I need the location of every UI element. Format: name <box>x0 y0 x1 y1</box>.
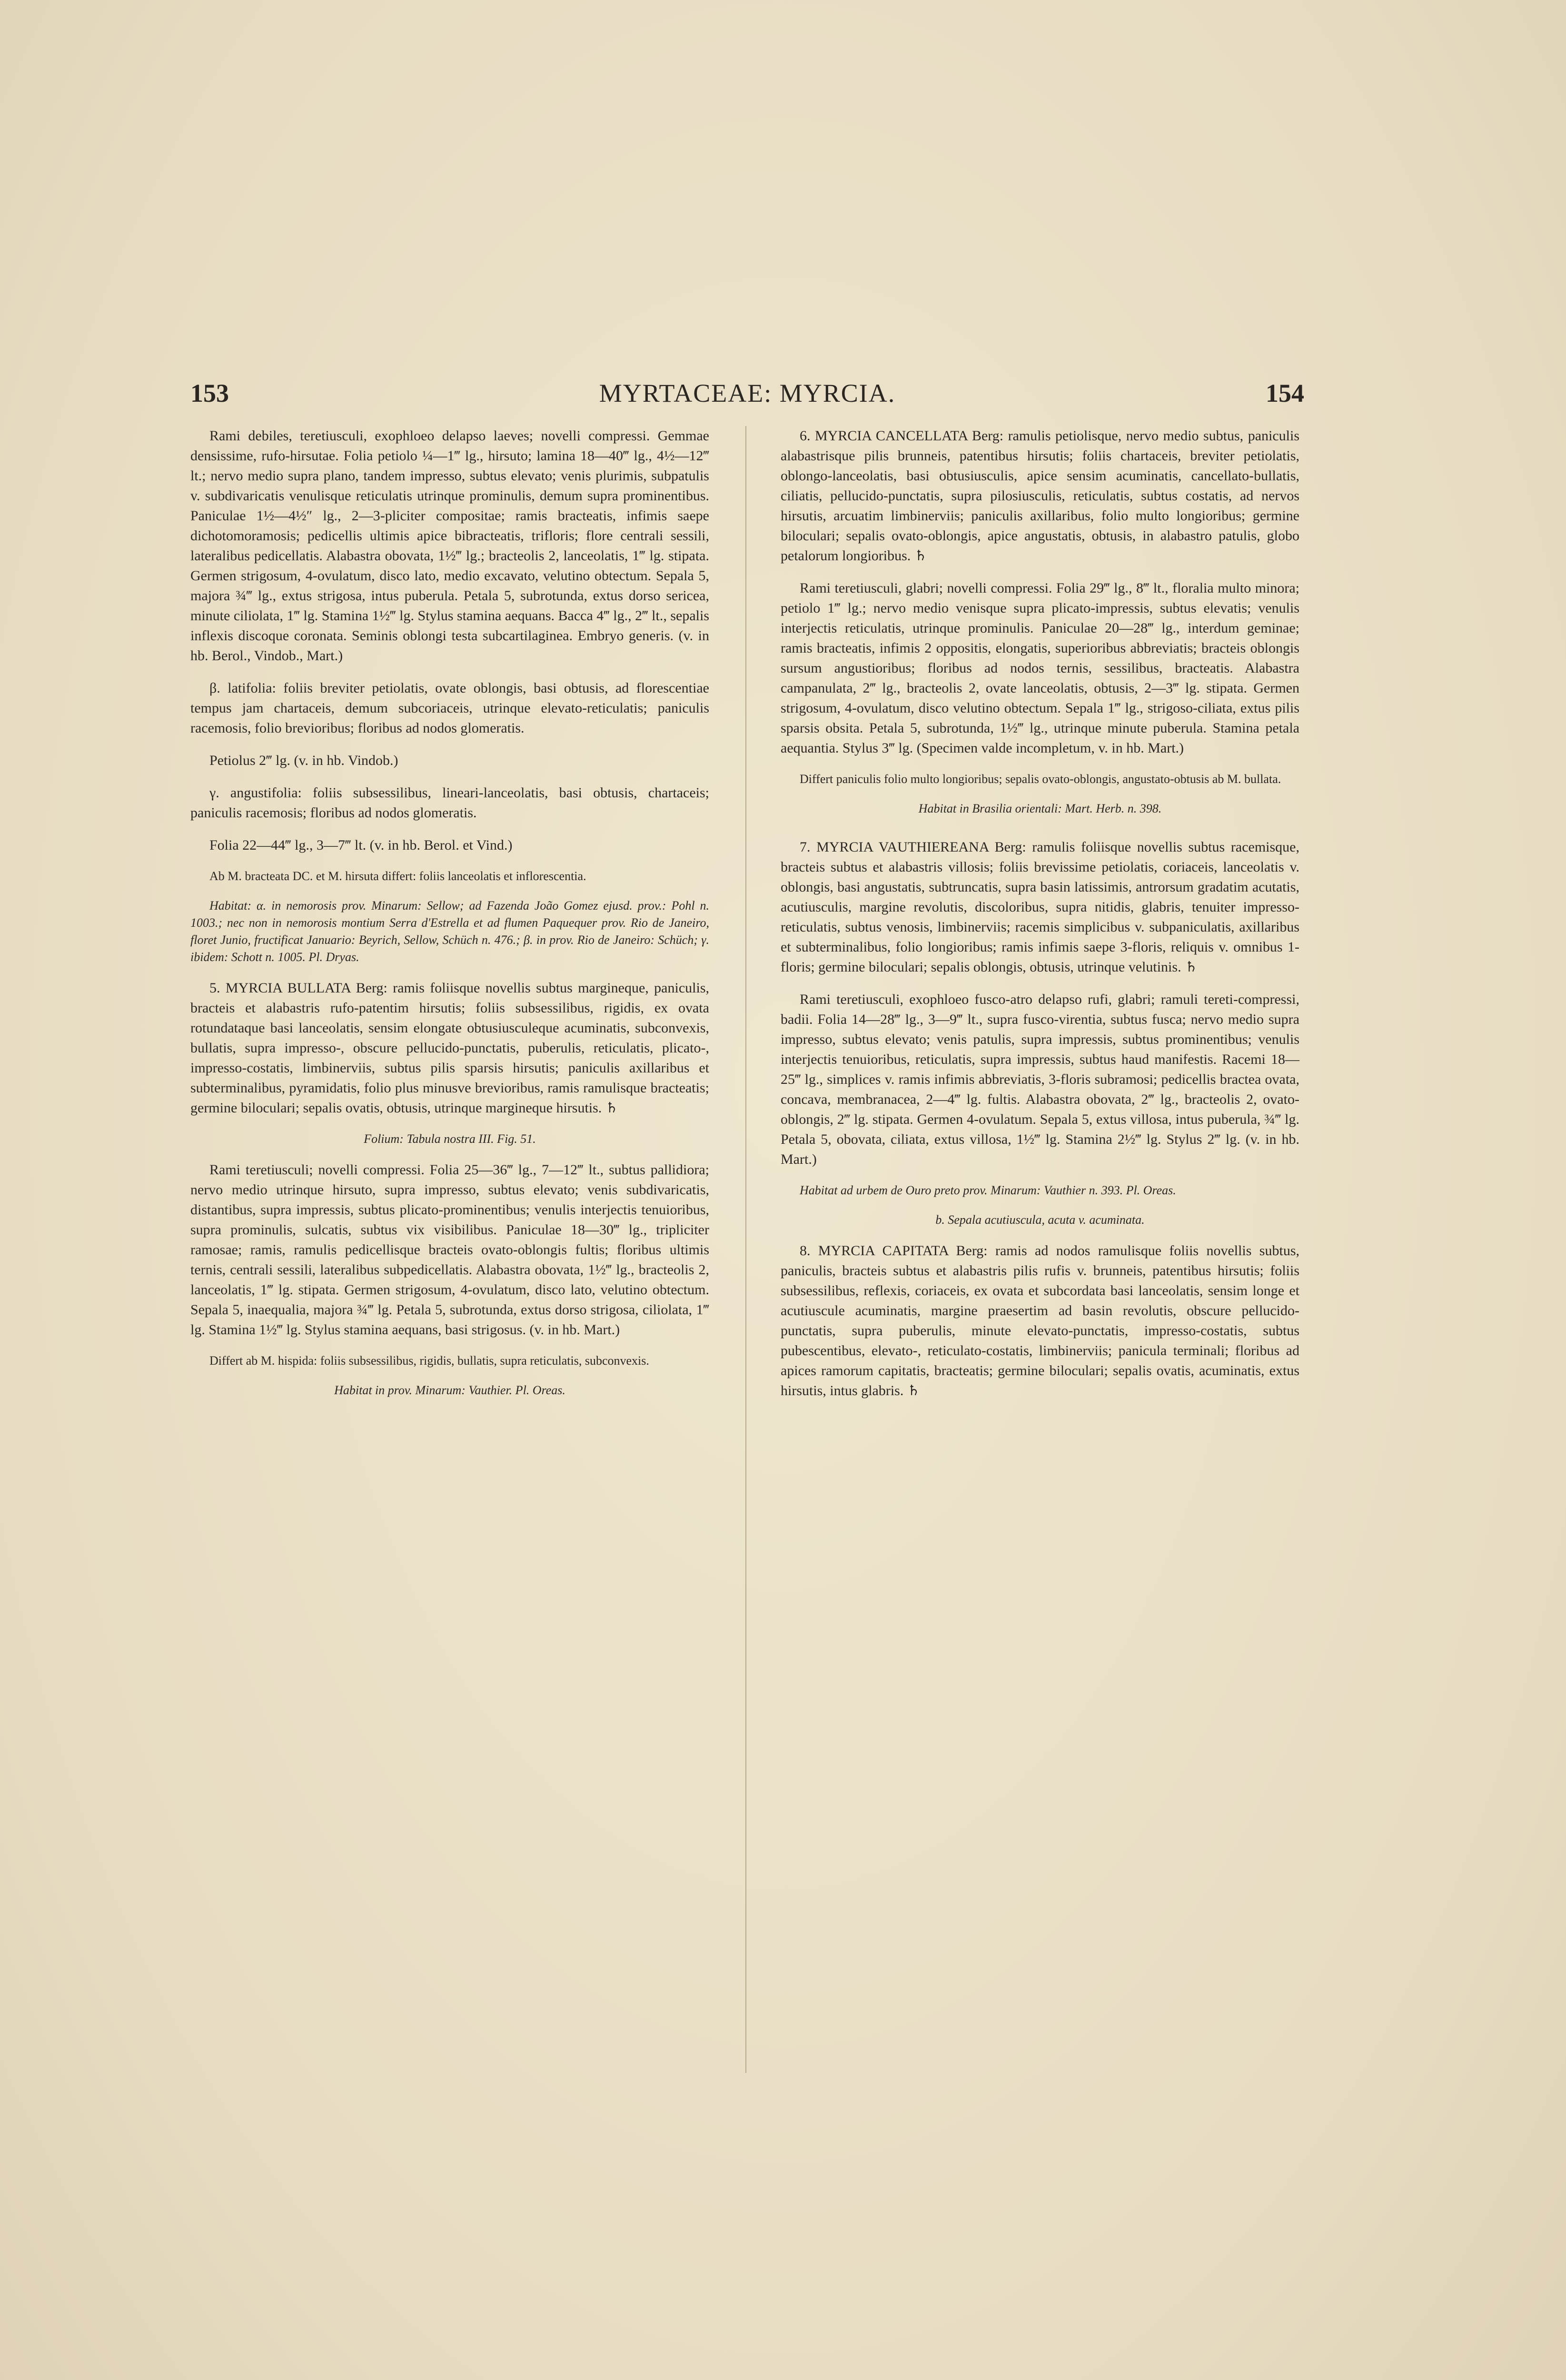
page-number-left: 153 <box>190 379 229 407</box>
paragraph: β. latifolia: foliis breviter petiolatis, ovate oblongis, basi obtusis, ad florescentiae tempus jam chartaceis, demum subcoriaceis, utrinque elevato-reticulatis; paniculis racemosis, folio brevioribus; floribus ad nodos glomeratis. <box>190 680 709 736</box>
note: Differt paniculis folio multo longioribus; sepalis ovato-oblongis, angustato-obtusis ab M. bullata. <box>800 772 1281 786</box>
section-subheading: b. Sepala acutiuscula, acuta v. acuminata. <box>935 1213 1145 1227</box>
species-heading-paragraph: 8. MYRCIA CAPITATA Berg: ramis ad nodos ramulisque foliis novellis subtus, paniculis, bracteis subtus et alabastris pilis rufis v. brunneis, patentibus hirsutis; foliis subsessilibus, reflexis, coriaceis, ex ovata et subcordata basi lanceolatis, sensim longe et acutiuscule acuminatis, margine praesertim ad basin revolutis, obscure pellucido-punctatis, supra puberulis, minute elevato-punctatis, impresso-costatis, subtus pubescentibus, elevato-, reticulato-costatis, limbinerviis; panicula terminali; floribus ad apices ramorum capitatis, bracteatis; germine biloculari; sepalis ovatis, acuminatis, extus hirsutis, intus glabris. ♄ <box>781 1243 1299 1398</box>
paragraph: Rami debiles, teretiusculi, exophloeo delapso laeves; novelli compressi. Gemmae densissime, rufo-hirsutae. Folia petiolo ¼—1‴ lg., hirsuto; lamina 18—40‴ lg., 4½—12‴ lt.; nervo medio supra plano, tandem impresso, subtus elevato; venis plurimis, subpatulis v. subdivaricatis venulisque reticulatis utrinque prominulis, demum supra prominentibus. Paniculae 1½—4½″ lg., 2—3-pliciter compositae; ramis bracteatis, infimis saepe dichotomoramosis; pedicellis ultimis apice bibracteatis, trifloris; flore centrali sessili, lateralibus pedicellatis. Alabastra obovata, 1½‴ lg.; bracteolis 2, lanceolatis, 1‴ lg. stipata. Germen strigosum, 4-ovulatum, disco lato, medio excavato, velutino obtectum. Sepala 5, majora ¾‴ lg., extus strigosa, intus puberula. Petala 5, subrotunda, extus dorso sericea, minute ciliolata, 1‴ lg. Stamina 1½‴ lg. Stylus stamina aequans. Bacca 4‴ lg., 2‴ lt., sepalis inflexis discoque coronata. Seminis oblongi testa subcartilaginea. Embryo generis. (v. in hb. Berol., Vindob., Mart.) <box>190 428 709 664</box>
species-heading-paragraph: 6. MYRCIA CANCELLATA Berg: ramulis petiolisque, nervo medio subtus, paniculis alabastrisque pilis brunneis, patentibus hirsutis; foliis chartaceis, breviter petiolatis, oblongo-lanceolatis, basi obtusiusculis, apice sensim acuminatis, cancellato-bullatis, ciliatis, pellucido-punctatis, supra pilosiusculis, reticulatis, subtus costatis, ad nervos hirsutis, arcuatim limbinerviis; paniculis axillaribus, folio multo longioribus; germine biloculari; sepalis ovato-oblongis, apice angustatis, obtusis, in alabastro patulis, globo petalorum longioribus. ♄ <box>781 428 1299 564</box>
species-heading-paragraph: 5. MYRCIA BULLATA Berg: ramis foliisque novellis subtus margineque, paniculis, bracteis et alabastris rufo-patentim hirsutis; foliis subsessilibus, rigidis, ex ovata rotundataque basi lanceolatis, sensim elongate obtusiusculeque acuminatis, subconvexis, bullatis, supra impresso-, obscure pellucido-punctatis, puberulis, reticulatis, plicato-, impresso-costatis, limbinerviis, subtus pilis sparsis hirsutis; paniculis axillaribus et subterminalibus, pyramidatis, folio plus minusve brevioribus, ramis ramulisque bracteatis; germine biloculari; sepalis ovatis, obtusis, utrinque margineque hirsutis. ♄ <box>190 980 709 1116</box>
habitat-note: Habitat ad urbem de Ouro preto prov. Minarum: Vauthier n. 393. Pl. Oreas. <box>800 1183 1176 1197</box>
note: Ab M. bracteata DC. et M. hirsuta differt: foliis lanceolatis et inflorescentia. <box>209 869 586 883</box>
paragraph: γ. angustifolia: foliis subsessilibus, lineari-lanceolatis, basi obtusis, chartaceis; paniculis racemosis; floribus ad nodos glomeratis. <box>190 785 709 821</box>
habitat-note: Habitat: α. in nemorosis prov. Minarum: Sellow; ad Fazenda João Gomez ejusd. prov.: Pohl n. 1003.; nec non in nemorosis montium Serra d'Estrella et ad flumen Paquequer prov. Rio de Janeiro, floret Junio, fructificat Januario: Beyrich, Sellow, Schüch n. 476.; β. in prov. Rio de Janeiro: Schüch; γ. ibidem: Schott n. 1005. Pl. Dryas. <box>190 899 709 964</box>
species-heading-paragraph: 7. MYRCIA VAUTHIEREANA Berg: ramulis foliisque novellis subtus racemisque, bracteis subtus et alabastris villosis; foliis brevissime petiolatis, coriaceis, lanceolatis v. oblongis, basi angustatis, subtruncatis, supra basin latissimis, antrorsum gradatim acutatis, acutiusculis, margine revolutis, discoloribus, supra nitidis, glabris, tenuiter impresso-reticulatis, subtus venosis, limbinerviis; racemis simplicibus v. subpaniculatis, axillaribus et subterminalibus, folio longioribus; ramis infimis saepe 3-floris, reliquis v. omnibus 1-floris; germine biloculari; sepalis oblongis, obtusis, utrinque velutinis. ♄ <box>781 839 1299 975</box>
paragraph: Rami teretiusculi, glabri; novelli compressi. Folia 29‴ lg., 8‴ lt., floralia multo minora; petiolo 1‴ lg.; nervo medio venisque supra plicato-impressis, subtus elevatis; venulis interjectis reticulatis, utrinque prominulis. Paniculae 20—28‴ lg., interdum geminae; ramis bracteatis, infimis 2 oppositis, elongatis, superioribus abbreviatis; bracteis oblongis sursum angustioribus; floribus ad nodos ternis, sessilibus, bracteatis. Alabastra campanulata, 2‴ lg., bracteolis 2, ovate lanceolatis, obtusis, 2—3‴ lg. stipata. Germen strigosum, 4-ovulatum, disco velutino obtectum. Sepala 1‴ lg., strigoso-ciliata, extus pilis sparsis obsita. Petala 5, subrotunda, 1½‴ lg., utrinque minute puberula. Stamina petala aequantia. Stylus 3‴ lg. (Specimen valde incompletum, v. in hb. Mart.) <box>781 580 1299 756</box>
column-divider <box>745 426 746 2073</box>
paragraph: Rami teretiusculi, exophloeo fusco-atro delapso rufi, glabri; ramuli tereti-compressi, badii. Folia 14—28‴ lg., 3—9‴ lt., supra fusco-virentia, subtus fusca; nervo medio supra impresso, subtus elevato; venis patulis, supra impressis, subtus prominentibus; venulis interjectis tenuioribus, reticulatis, supra impressis, subtus haud manifestis. Racemi 18—25‴ lg., simplices v. ramis infimis abbreviatis, 3-floris subramosi; pedicellis bractea ovata, concava, membranacea, 2—4‴ lg. fultis. Alabastra obovata, 2‴ lg., bracteolis 2, ovato-oblongis, 2‴ lg. stipata. Germen 4-ovulatum. Sepala 5, extus villosa, intus puberula, ¾‴ lg. Petala 5, obovata, ciliata, extus villosa, 1½‴ lg. Stamina 2½‴ lg. Stylus 2‴ lg. (v. in hb. Mart.) <box>781 992 1299 1167</box>
right-column <box>781 426 1299 1413</box>
note: Differt ab M. hispida: foliis subsessilibus, rigidis, bullatis, supra reticulatis, subconvexis. <box>209 1354 649 1368</box>
paragraph: Folia 22—44‴ lg., 3—7‴ lt. (v. in hb. Berol. et Vind.) <box>209 837 513 853</box>
running-title: MYRTACEAE: MYRCIA. <box>599 379 896 407</box>
figure-reference: Folium: Tabula nostra III. Fig. 51. <box>364 1132 536 1146</box>
paragraph: Rami teretiusculi; novelli compressi. Folia 25—36‴ lg., 7—12‴ lt., subtus pallidiora; nervo medio utrinque hirsuto, supra impresso, subtus elevato; venis subdivaricatis, distantibus, supra impressis, subtus plicato-prominentibus; venulis interjectis tenuioribus, supra prominulis, sulcatis, subtus vix visibilibus. Paniculae 18—30‴ lg., tripliciter ramosae; ramis, ramulis pedicellisque bracteis ovato-oblongis fultis; floribus ultimis ternis, centrali sessili, lateralibus subpedicellatis. Alabastra obovata, 1½‴ lg., bracteolis 2, lanceolatis, 1‴ lg. stipata. Germen strigosum, 4-ovulatum, disco lato, velutino obtectum. Sepala 5, inaequalia, majora ¾‴ lg. Petala 5, subrotunda, extus dorso strigosa, ciliolata, 1‴ lg. Stamina 1½‴ lg. Stylus stamina aequans, basi strigosus. (v. in hb. Mart.) <box>190 1162 709 1338</box>
habitat-note: Habitat in prov. Minarum: Vauthier. Pl. Oreas. <box>334 1383 565 1397</box>
page-number-right: 154 <box>1266 379 1304 407</box>
paragraph: Petiolus 2‴ lg. (v. in hb. Vindob.) <box>209 753 398 768</box>
habitat-note: Habitat in Brasilia orientali: Mart. Herb. n. 398. <box>918 802 1162 815</box>
left-column <box>190 426 709 1411</box>
page-header <box>190 378 1304 407</box>
